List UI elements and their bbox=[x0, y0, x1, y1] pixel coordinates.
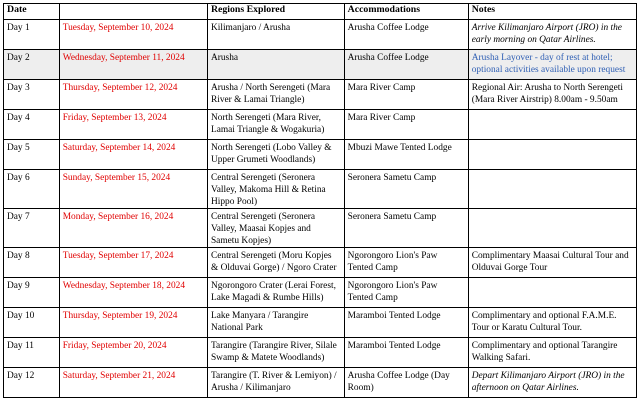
accommodation-cell: Maramboi Tented Lodge bbox=[344, 308, 468, 338]
day-cell: Day 11 bbox=[4, 338, 60, 368]
accommodation-cell: Arusha Coffee Lodge bbox=[344, 20, 468, 50]
accommodation-cell: Maramboi Tented Lodge bbox=[344, 338, 468, 368]
accommodation-cell: Ngorongoro Lion's Paw Tented Camp bbox=[344, 248, 468, 278]
date-cell: Friday, September 13, 2024 bbox=[59, 110, 207, 140]
header-row bbox=[4, 4, 637, 20]
regions-cell: Arusha bbox=[207, 50, 344, 80]
day-cell: Day 5 bbox=[4, 140, 60, 170]
day-cell: Day 3 bbox=[4, 80, 60, 110]
notes-cell bbox=[468, 278, 636, 308]
accommodation-cell: Arusha Coffee Lodge bbox=[344, 50, 468, 80]
table-row bbox=[4, 338, 637, 368]
day-cell: Day 9 bbox=[4, 278, 60, 308]
regions-cell: Arusha / North Serengeti (Mara River & Lamai Triangle) bbox=[207, 80, 344, 110]
date-cell: Tuesday, September 10, 2024 bbox=[59, 20, 207, 50]
date-cell: Thursday, September 12, 2024 bbox=[59, 80, 207, 110]
accommodation-cell: Seronera Sametu Camp bbox=[344, 170, 468, 209]
day-cell: Day 8 bbox=[4, 248, 60, 278]
day-cell: Day 1 bbox=[4, 20, 60, 50]
table-row bbox=[4, 278, 637, 308]
header-accommodations: Accommodations bbox=[344, 4, 468, 20]
notes-cell: Complimentary and optional F.A.M.E. Tour or Karatu Cultural Tour. bbox=[468, 308, 636, 338]
table-row bbox=[4, 209, 637, 248]
table-row bbox=[4, 308, 637, 338]
accommodation-cell: Seronera Sametu Camp bbox=[344, 209, 468, 248]
itinerary-table bbox=[3, 3, 637, 398]
regions-cell: Tarangire (Tarangire River, Silale Swamp & Matete Woodlands) bbox=[207, 338, 344, 368]
regions-cell: North Serengeti (Lobo Valley & Upper Grumeti Woodlands) bbox=[207, 140, 344, 170]
table-row bbox=[4, 368, 637, 398]
notes-cell: Depart Kilimanjaro Airport (JRO) in the afternoon on Qatar Airlines. bbox=[468, 368, 636, 398]
table-row bbox=[4, 170, 637, 209]
date-cell: Thursday, September 19, 2024 bbox=[59, 308, 207, 338]
table-row bbox=[4, 20, 637, 50]
date-cell: Saturday, September 14, 2024 bbox=[59, 140, 207, 170]
header-notes: Notes bbox=[468, 4, 636, 20]
day-cell: Day 2 bbox=[4, 50, 60, 80]
header-regions: Regions Explored bbox=[207, 4, 344, 20]
day-cell: Day 6 bbox=[4, 170, 60, 209]
date-cell: Sunday, September 15, 2024 bbox=[59, 170, 207, 209]
accommodation-cell: Mara River Camp bbox=[344, 80, 468, 110]
date-cell: Saturday, September 21, 2024 bbox=[59, 368, 207, 398]
notes-cell bbox=[468, 209, 636, 248]
notes-cell: Arusha Layover - day of rest at hotel; optional activities available upon request bbox=[468, 50, 636, 80]
accommodation-cell: Mara River Camp bbox=[344, 110, 468, 140]
date-cell: Monday, September 16, 2024 bbox=[59, 209, 207, 248]
notes-cell bbox=[468, 170, 636, 209]
regions-cell: Central Serengeti (Seronera Valley, Maasai Kopjes and Sametu Kopjes) bbox=[207, 209, 344, 248]
table-row bbox=[4, 248, 637, 278]
header-date: Date bbox=[4, 4, 60, 20]
day-cell: Day 10 bbox=[4, 308, 60, 338]
table-row bbox=[4, 140, 637, 170]
regions-cell: Central Serengeti (Seronera Valley, Makoma Hill & Retina Hippo Pool) bbox=[207, 170, 344, 209]
regions-cell: Tarangire (T. River & Lemiyon) / Arusha / Kilimanjaro bbox=[207, 368, 344, 398]
accommodation-cell: Arusha Coffee Lodge (Day Room) bbox=[344, 368, 468, 398]
notes-cell: Regional Air: Arusha to North Serengeti (Mara River Airstrip) 8.00am - 9.50am bbox=[468, 80, 636, 110]
date-cell: Wednesday, September 11, 2024 bbox=[59, 50, 207, 80]
table-row bbox=[4, 80, 637, 110]
regions-cell: Ngorongoro Crater (Lerai Forest, Lake Magadi & Rumbe Hills) bbox=[207, 278, 344, 308]
date-cell: Tuesday, September 17, 2024 bbox=[59, 248, 207, 278]
accommodation-cell: Ngorongoro Lion's Paw Tented Camp bbox=[344, 278, 468, 308]
day-cell: Day 12 bbox=[4, 368, 60, 398]
date-cell: Wednesday, September 18, 2024 bbox=[59, 278, 207, 308]
day-cell: Day 7 bbox=[4, 209, 60, 248]
regions-cell: Central Serengeti (Moru Kopjes & Olduvai Gorge) / Ngoro Crater bbox=[207, 248, 344, 278]
notes-cell bbox=[468, 110, 636, 140]
day-cell: Day 4 bbox=[4, 110, 60, 140]
accommodation-cell: Mbuzi Mawe Tented Lodge bbox=[344, 140, 468, 170]
regions-cell: Lake Manyara / Tarangire National Park bbox=[207, 308, 344, 338]
notes-cell: Arrive Kilimanjaro Airport (JRO) in the early morning on Qatar Airlines. bbox=[468, 20, 636, 50]
date-cell: Friday, September 20, 2024 bbox=[59, 338, 207, 368]
notes-cell: Complimentary Maasai Cultural Tour and Olduvai Gorge Tour bbox=[468, 248, 636, 278]
regions-cell: Kilimanjaro / Arusha bbox=[207, 20, 344, 50]
table-row bbox=[4, 50, 637, 80]
notes-cell: Complimentary and optional Tarangire Walking Safari. bbox=[468, 338, 636, 368]
header-weekday-date bbox=[59, 4, 207, 20]
regions-cell: North Serengeti (Mara River, Lamai Triangle & Wogakuria) bbox=[207, 110, 344, 140]
notes-cell bbox=[468, 140, 636, 170]
table-row bbox=[4, 110, 637, 140]
